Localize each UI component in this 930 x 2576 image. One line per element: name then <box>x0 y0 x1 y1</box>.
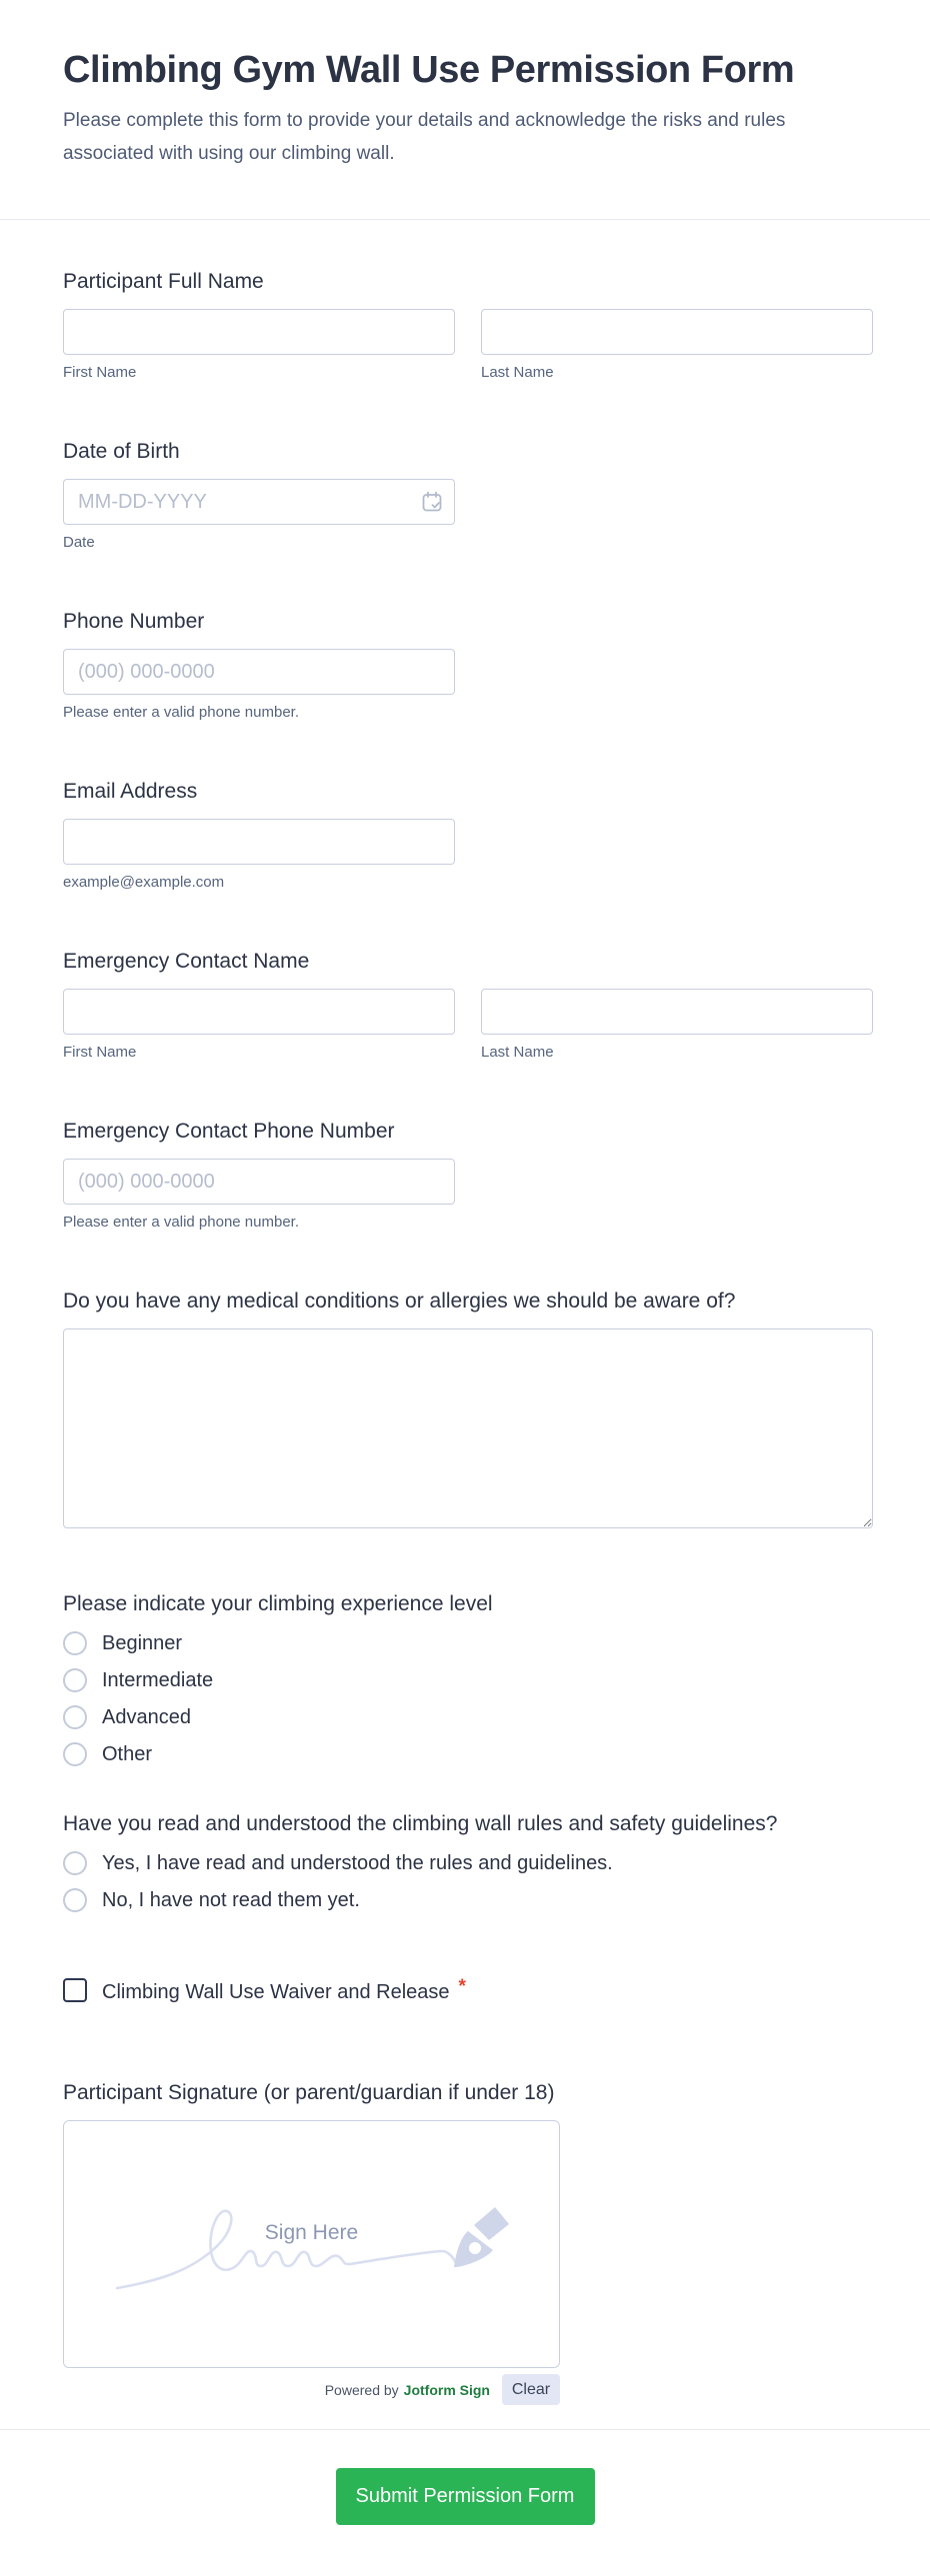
jotform-sign-brand: Jotform Sign <box>403 2381 490 2398</box>
phone-label: Phone Number <box>63 610 205 633</box>
radio-option-label: Advanced <box>102 1706 191 1728</box>
emergency-phone-input[interactable] <box>63 1159 455 1205</box>
field-date-of-birth <box>63 439 873 551</box>
emergency-phone-sublabel: Please enter a valid phone number. <box>63 1214 299 1231</box>
submit-button[interactable]: Submit Permission Form <box>336 2468 595 2525</box>
participant-last-name-input[interactable] <box>481 309 873 355</box>
radio-option-advanced[interactable] <box>63 1705 873 1729</box>
waiver-label: Climbing Wall Use Waiver and Release * <box>102 1976 466 2003</box>
radio-option-label: Yes, I have read and understood the rules and guidelines. <box>102 1852 613 1874</box>
medical-label: Do you have any medical conditions or allergies we should be aware of? <box>63 1289 736 1312</box>
signature-meta-row <box>63 2374 560 2405</box>
field-experience <box>63 1591 873 1766</box>
signature-label: Participant Signature (or parent/guardian if under 18) <box>63 2081 555 2104</box>
signature-pad[interactable] <box>63 2120 560 2368</box>
sign-here-placeholder: Sign Here <box>264 2221 359 2244</box>
emergency-name-label: Emergency Contact Name <box>63 950 310 973</box>
clear-signature-button[interactable]: Clear <box>502 2374 560 2405</box>
participant-first-name-input[interactable] <box>63 309 455 355</box>
field-emergency-name <box>63 949 873 1061</box>
phone-sublabel: Please enter a valid phone number. <box>63 704 299 721</box>
radio-option-rules-yes[interactable] <box>63 1851 873 1875</box>
participant-name-columns <box>63 309 873 381</box>
radio-button[interactable] <box>63 1705 87 1729</box>
radio-button[interactable] <box>63 1888 87 1912</box>
radio-option-label: Other <box>102 1743 153 1765</box>
dob-sublabel: Date <box>63 534 95 551</box>
emergency-last-name-sublabel: Last Name <box>481 1044 554 1061</box>
field-emergency-phone <box>63 1119 873 1231</box>
signature-squiggle-and-pen-icon <box>112 2193 512 2313</box>
radio-option-label: Intermediate <box>102 1669 214 1691</box>
field-signature <box>63 2080 873 2405</box>
powered-by-text: Powered by <box>324 2381 399 2398</box>
radio-button[interactable] <box>63 1742 87 1766</box>
radio-option-other[interactable] <box>63 1742 873 1766</box>
email-input[interactable] <box>63 819 455 865</box>
medical-textarea[interactable] <box>63 1328 873 1528</box>
field-phone <box>63 609 873 721</box>
page-title: Climbing Gym Wall Use Permission Form <box>63 49 795 91</box>
field-participant-name <box>63 269 873 381</box>
radio-option-intermediate[interactable] <box>63 1668 873 1692</box>
emergency-last-name-group <box>481 989 873 1061</box>
waiver-checkbox[interactable] <box>63 1978 87 2002</box>
dob-input[interactable] <box>63 479 455 525</box>
radio-option-label: Beginner <box>102 1632 183 1654</box>
radio-option-rules-no[interactable] <box>63 1888 873 1912</box>
emergency-phone-label: Emergency Contact Phone Number <box>63 1120 395 1143</box>
rules-label: Have you read and understood the climbing wall rules and safety guidelines? <box>63 1812 778 1835</box>
field-email <box>63 779 873 891</box>
required-asterisk: * <box>458 1976 466 1997</box>
participant-last-name-sublabel: Last Name <box>481 364 554 381</box>
dob-input-wrap <box>63 479 455 525</box>
emergency-first-name-group <box>63 989 455 1061</box>
radio-button[interactable] <box>63 1668 87 1692</box>
field-waiver-checkbox[interactable] <box>63 1976 873 2004</box>
email-label: Email Address <box>63 780 198 803</box>
radio-option-label: No, I have not read them yet. <box>102 1889 360 1911</box>
participant-name-label: Participant Full Name <box>63 270 264 293</box>
radio-button[interactable] <box>63 1851 87 1875</box>
emergency-last-name-input[interactable] <box>481 989 873 1035</box>
calendar-icon[interactable] <box>420 490 444 514</box>
form-footer <box>0 2430 930 2576</box>
participant-first-name-sublabel: First Name <box>63 364 137 381</box>
email-sublabel: example@example.com <box>63 874 225 891</box>
dob-label: Date of Birth <box>63 440 180 463</box>
emergency-first-name-sublabel: First Name <box>63 1044 137 1061</box>
form-body <box>0 220 930 2405</box>
form-header <box>0 0 930 219</box>
experience-label: Please indicate your climbing experience level <box>63 1592 493 1615</box>
emergency-name-columns <box>63 989 873 1061</box>
participant-first-name-group <box>63 309 455 381</box>
participant-last-name-group <box>481 309 873 381</box>
field-rules <box>63 1811 873 1912</box>
field-medical <box>63 1288 873 1533</box>
emergency-first-name-input[interactable] <box>63 989 455 1035</box>
radio-option-beginner[interactable] <box>63 1631 873 1655</box>
radio-button[interactable] <box>63 1631 87 1655</box>
phone-input[interactable] <box>63 649 455 695</box>
page-subtitle: Please complete this form to provide your details and acknowledge the risks and rules associated with using our climbing wall. <box>63 110 786 164</box>
